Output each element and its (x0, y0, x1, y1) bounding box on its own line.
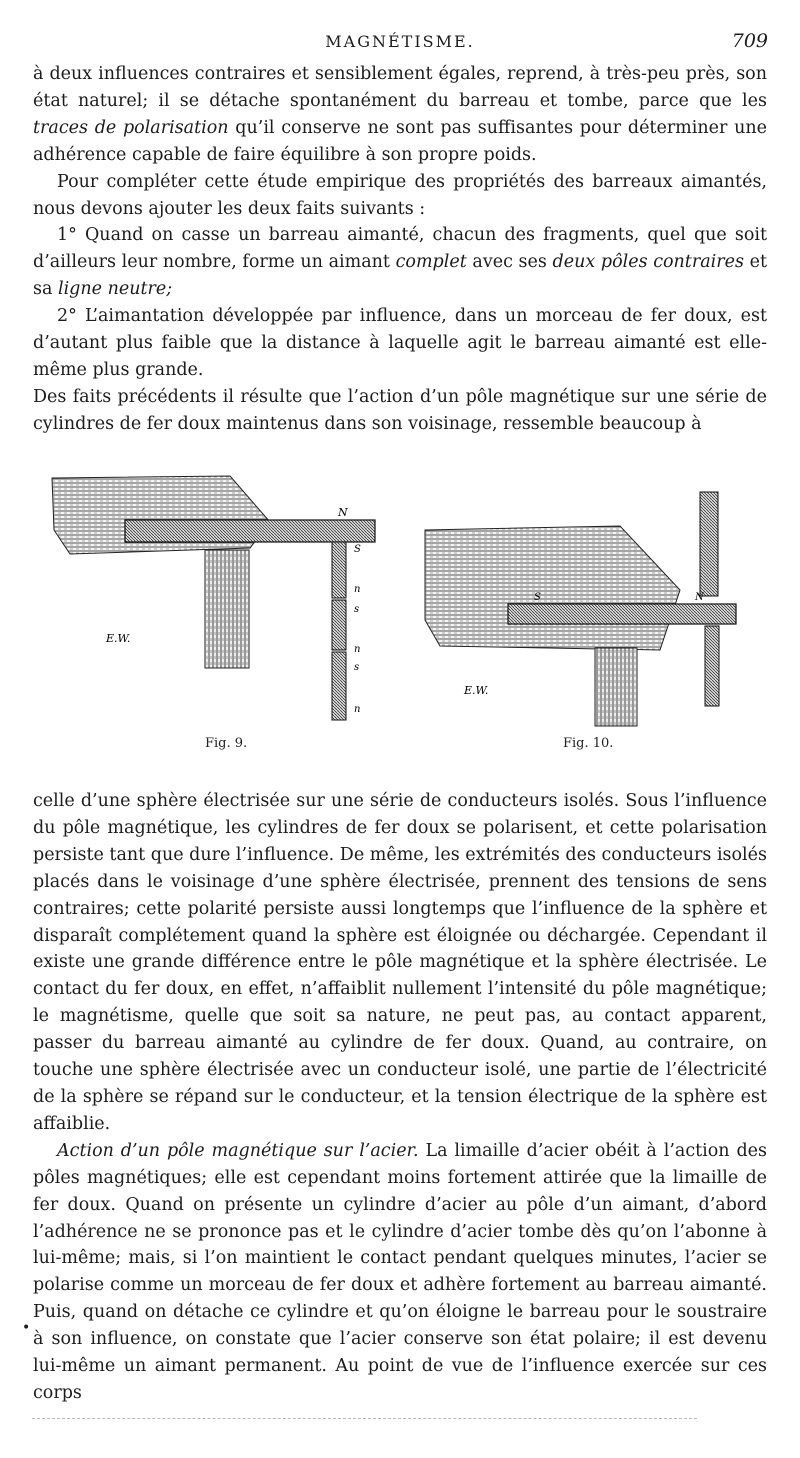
emphasis: complet (395, 252, 467, 273)
table-leg (595, 648, 637, 726)
iron-cylinder-1 (332, 542, 346, 598)
text-run: La limaille d’acier obéit à l’action des pôles magnétiques; elle est cependant moins fortement attirée que la limaille de fer doux. Quand on présente un cylindre d’acier au pôle d’un aimant, d’abord l’adhérence ne se prononce pas et le cylindre d’acier tombe dès qu’on l’abonne à lui-même; mais, si l’on maintient le contact pendant quelques minutes, l’acier se polarise comme un morceau de fer doux et adhère fortement au barreau aimanté. Puis, quand on détache ce cylindre et qu’on éloigne le barreau pour le soustraire à son influence, on constate que l’acier conserve son état polaire; il est devenu lui-même un aimant permanent. Au point de vue de l’influence exercée sur ces corps (33, 1140, 767, 1403)
pole-label: S (534, 592, 541, 603)
bar-magnet (508, 604, 736, 624)
paragraph: Des faits précédents il résulte que l’action d’un pôle magnétique sur une série de cylindres de fer doux maintenus dans son voisinage, ressemble beaucoup à (33, 386, 767, 434)
pole-label: n (354, 584, 361, 595)
paragraph (33, 222, 767, 303)
figure-9-drawing (52, 476, 375, 720)
pole-label: S (354, 544, 361, 555)
figures-area (40, 470, 760, 770)
page-number: 709 (731, 30, 768, 52)
pole-label: N (695, 592, 704, 603)
pole-label: n (354, 644, 361, 655)
paragraph (33, 61, 767, 169)
engraver-signature: E.W. (464, 684, 489, 697)
pole-label: s (354, 604, 360, 615)
running-header (32, 30, 768, 58)
text-run: qu’il conserve ne sont pas suffisantes pour déterminer une adhérence capable de faire équilibre à son propre poids. (33, 117, 767, 165)
figure-10-caption: Fig. 10. (563, 736, 614, 751)
figure-9-caption: Fig. 9. (205, 736, 248, 751)
iron-cylinder-upper (700, 492, 718, 596)
section-heading: Action d’un pôle magnétique sur l’acier. (57, 1140, 419, 1161)
paragraph: Pour compléter cette étude empirique des propriétés des barreaux aimantés, nous devons ajouter les deux faits suivants : (33, 171, 767, 219)
text-run: avec ses (466, 252, 553, 273)
emphasis: deux pôles contraires (552, 252, 744, 273)
figure-10-drawing (425, 492, 736, 726)
bar-magnet (125, 520, 375, 542)
text-block-bottom (33, 788, 767, 1407)
emphasis: ligne neutre; (57, 279, 173, 300)
text-block-top (33, 61, 767, 438)
pole-label: N (338, 506, 348, 519)
margin-mark: • (22, 1320, 31, 1336)
running-title: MAGNÉTISME. (325, 32, 475, 51)
paragraph: 2° L’aimantation développée par influence, dans un morceau de fer doux, est d’autant plus faible que la distance à laquelle agit le barreau aimanté est elle-même plus grande. (33, 306, 767, 380)
pole-label: n (354, 704, 361, 715)
pole-label: s (354, 662, 360, 673)
emphasis: traces de polarisation (33, 117, 229, 138)
iron-cylinder-lower (705, 626, 719, 706)
iron-cylinder-3 (332, 652, 346, 720)
footer-rule (32, 1418, 697, 1420)
paragraph: celle d’une sphère électrisée sur une série de conducteurs isolés. Sous l’influence du pôle magnétique, les cylindres de fer doux se polarisent, et cette polarisation persiste tant que dure l’influence. De même, les extrémités des conducteurs isolés placés dans le voisinage d’une sphère électrisée, prennent des tensions de sens contraires; cette polarité persiste aussi longtemps que l’influence de la sphère et disparaît complétement quand la sphère est éloignée ou déchargée. Cependant il existe une grande différence entre le pôle magnétique et la sphère électrisée. Le contact du fer doux, en effet, n’affaiblit nullement l’intensité du pôle magnétique; le magnétisme, quelle que soit sa nature, ne peut pas, au contact apparent, passer du barreau aimanté au cylindre de fer doux. Quand, au contraire, on touche une sphère électrisée avec un conducteur isolé, une partie de l’électricité de la sphère se répand sur le conducteur, et la tension électrique de la sphère est affaiblie. (33, 791, 767, 1134)
text-run: 1° Quand on casse un barreau aimanté, chacun des fragments, quel que soit d’ailleurs leur nombre, forme un aimant (33, 225, 767, 273)
table-leg (205, 550, 249, 668)
paragraph (33, 1138, 767, 1407)
text-run: et sa (33, 252, 767, 300)
engraver-signature: E.W. (106, 632, 131, 645)
engravings (40, 470, 760, 770)
iron-cylinder-2 (332, 600, 346, 650)
text-run: à deux influences contraires et sensiblement égales, reprend, à très-peu près, son état naturel; il se détache spontanément du barreau et tombe, parce que les (33, 64, 767, 111)
table-top (425, 526, 680, 650)
